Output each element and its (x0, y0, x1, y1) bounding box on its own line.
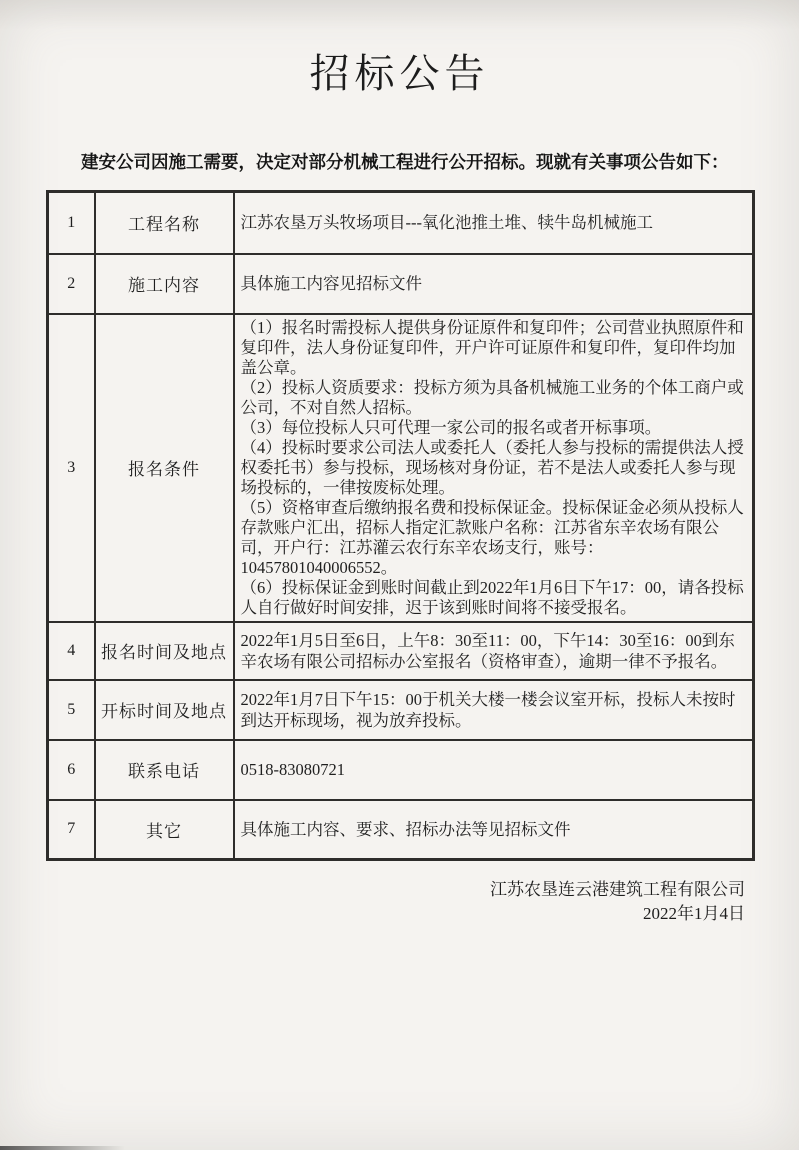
row-number: 3 (48, 314, 95, 622)
row-label: 报名时间及地点 (95, 622, 234, 680)
table-row-registration-time-place (48, 622, 754, 680)
row-number: 5 (48, 680, 95, 740)
announcement-table (46, 190, 755, 861)
content-line: 具体施工内容、要求、招标办法等见招标文件 (240, 819, 571, 839)
content-line: 2022年1月7日下午15：00于机关大楼一楼会议室开标，投标人未按时到达开标现场，视为放弃投标。 (240, 689, 736, 730)
table-row-project-name (48, 192, 754, 254)
condition-item: （6）投标保证金到账时间截止到2022年1月6日下午17：00，请各投标人自行做好时间安排，迟于该到账时间将不接受报名。 (240, 577, 744, 617)
content-line: 具体施工内容见招标文件 (240, 274, 422, 293)
row-content (234, 622, 754, 680)
row-label: 其它 (95, 800, 234, 860)
row-content (234, 192, 754, 254)
condition-item: （4）投标时要求公司法人或委托人（委托人参与投标的需提供法人授权委托书）参与投标，现场核对身份证，若不是法人或委托人参与现场投标的，一律按废标处理。 (240, 437, 744, 497)
row-content (234, 740, 754, 800)
footer-date: 2022年1月4日 (643, 904, 745, 923)
condition-item: （1）报名时需投标人提供身份证原件和复印件；公司营业执照原件和复印件，法人身份证复印件，开户许可证原件和复印件，复印件均加盖公章。 (240, 317, 744, 377)
footer (0, 878, 799, 926)
row-label: 施工内容 (95, 254, 234, 314)
table-row-registration-conditions (48, 314, 754, 622)
row-number: 6 (48, 740, 95, 800)
content-line: 2022年1月5日至6日，上午8：30至11：00，下午14：30至16：00到东辛农场有限公司招标办公室报名（资格审查），逾期一律不予报名。 (240, 630, 735, 671)
row-content (234, 680, 754, 740)
row-label: 联系电话 (95, 740, 234, 800)
condition-item: （3）每位投标人只可代理一家公司的报名或者开标事项。 (240, 417, 662, 437)
phone-number: 0518-83080721 (240, 760, 345, 779)
condition-item: （2）投标人资质要求：投标方须为具备机械施工业务的个体工商户或公司，不对自然人招标。 (240, 377, 744, 417)
row-number: 7 (48, 800, 95, 860)
scan-artifact (0, 1146, 125, 1150)
row-label: 开标时间及地点 (95, 680, 234, 740)
scan-vignette (0, 0, 799, 30)
row-number: 2 (48, 254, 95, 314)
condition-item: （5）资格审查后缴纳报名费和投标保证金。投标保证金必须从投标人存款账户汇出，招标人指定汇款账户名称：江苏省东辛农场有限公司，开户行：江苏灌云农行东辛农场支行，账号：10457801040006552。 (240, 497, 744, 577)
content-line: 江苏农垦万头牧场项目---氧化池推土堆、犊牛岛机械施工 (240, 213, 653, 233)
intro-paragraph: 建安公司因施工需要，决定对部分机械工程进行公开招标。现就有关事项公告如下： (81, 152, 729, 172)
row-number: 1 (48, 192, 95, 254)
table-row-construction-content (48, 254, 754, 314)
footer-company: 江苏农垦连云港建筑工程有限公司 (490, 880, 745, 899)
page-title: 招标公告 (309, 51, 490, 96)
row-content (234, 800, 754, 860)
row-content (234, 254, 754, 314)
row-content (234, 314, 754, 622)
row-label: 报名条件 (95, 314, 234, 622)
row-number: 4 (48, 622, 95, 680)
table-row-other (48, 800, 754, 860)
table-row-bid-opening-time-place (48, 680, 754, 740)
table-row-contact-phone (48, 740, 754, 800)
row-label: 工程名称 (95, 192, 234, 254)
